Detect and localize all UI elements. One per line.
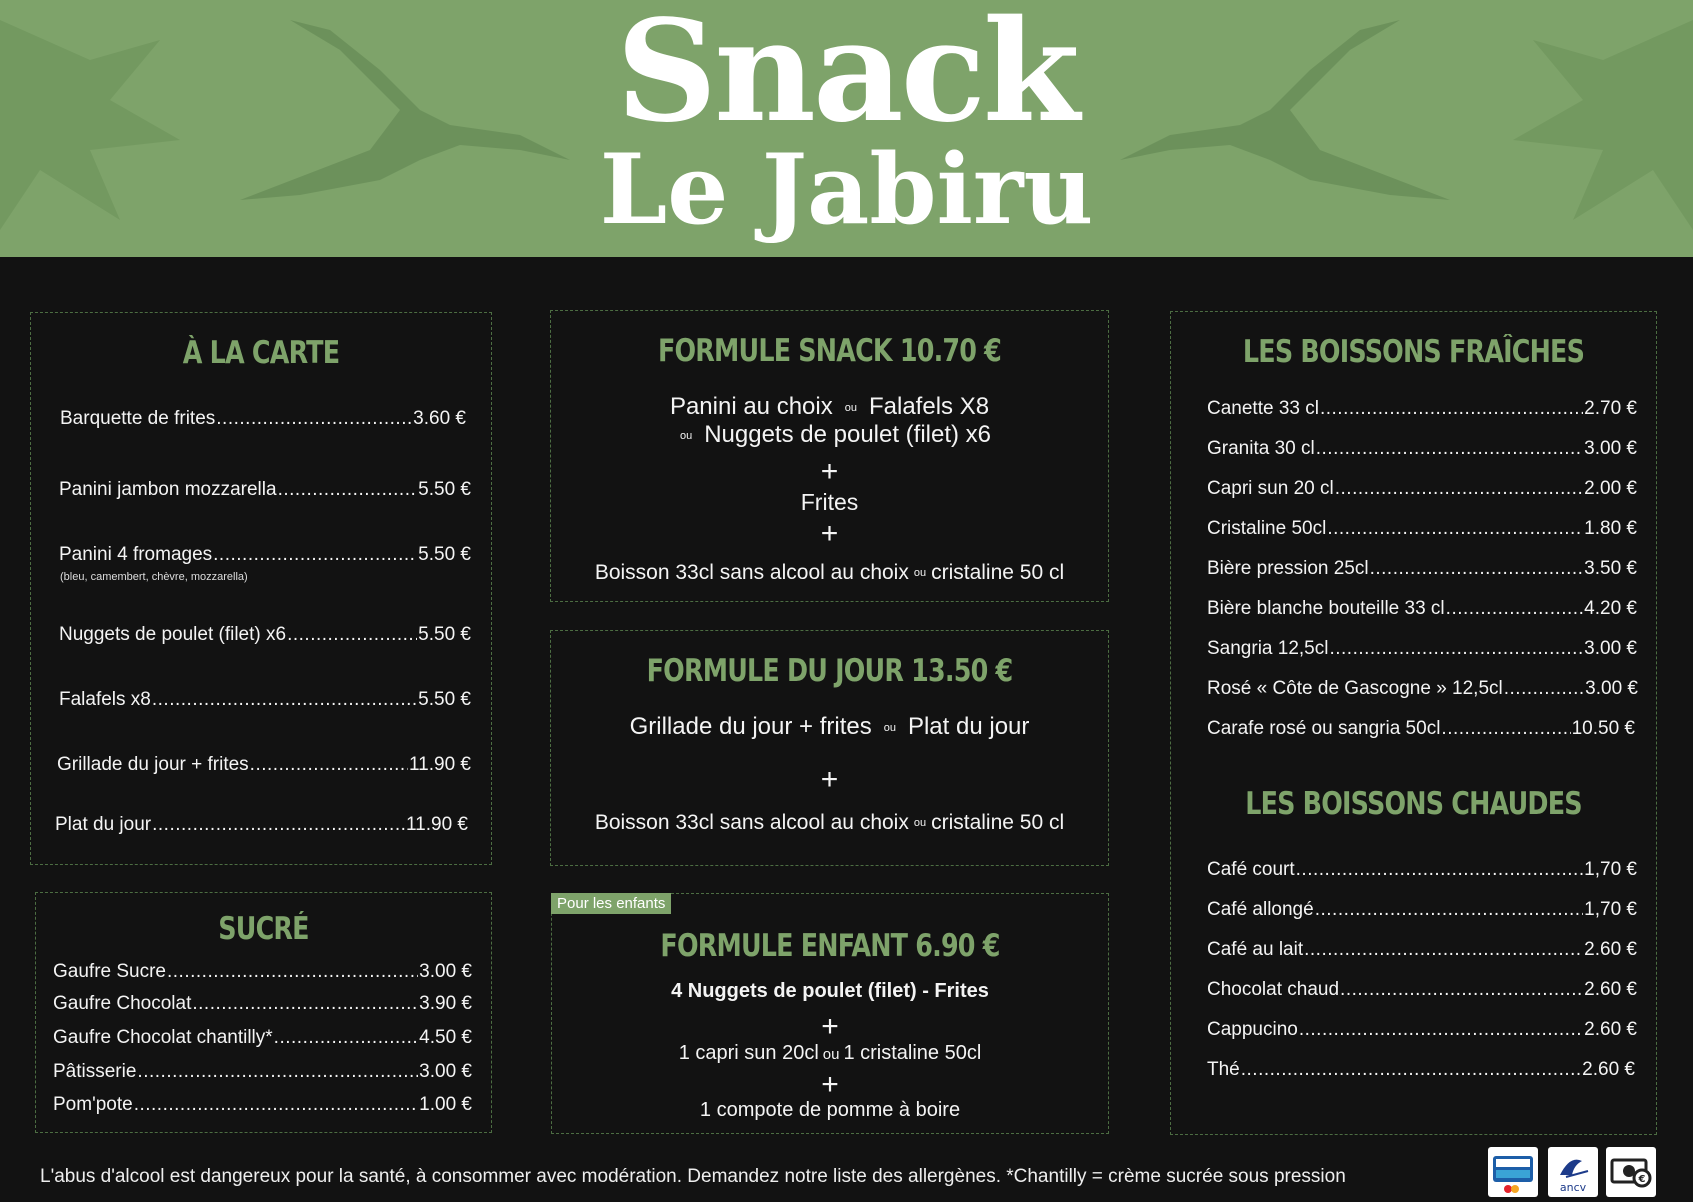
sucre-title: SUCRÉ	[218, 911, 309, 947]
svg-text:€: €	[1638, 1174, 1646, 1185]
formule-enfant-line2: 1 capri sun 20cl ou 1 cristaline 50cl	[678, 1042, 982, 1064]
menu-item: Pom'pote ..... 1.00 €	[53, 1094, 472, 1116]
formule-snack-line4: Boisson 33cl sans alcool au choix ou cristaline 50 cl	[594, 561, 1065, 584]
menu-item: Barquette de frites ..... 3.60 €	[60, 408, 466, 430]
drink-item: Bière blanche bouteille 33 cl ..... 4.20 €	[1207, 598, 1637, 620]
plus-sign: +	[821, 1068, 839, 1101]
drink-item: Café court ..... 1,70 €	[1207, 859, 1637, 881]
drink-item: Canette 33 cl ..... 2.70 €	[1207, 398, 1637, 420]
formule-snack-line2: ou Nuggets de poulet (filet) x6	[679, 421, 992, 448]
plus-sign: +	[821, 1010, 839, 1043]
menu-item: Grillade du jour + frites ..... 11.90 €	[57, 754, 471, 776]
formule-enfant-panel	[551, 893, 1109, 1134]
cash-payment-logo-icon	[1606, 1147, 1656, 1197]
carte-bancaire-logo-icon	[1488, 1147, 1538, 1197]
menu-item: Panini 4 fromages ..... 5.50 €	[59, 544, 471, 566]
drink-item: Sangria 12,5cl ..... 3.00 €	[1207, 638, 1637, 660]
formule-snack-panel	[550, 310, 1109, 602]
boissons-chaudes-title: LES BOISSONS CHAUDES	[1245, 786, 1582, 822]
formule-snack-line3: Frites	[800, 489, 859, 515]
menu-item: Panini jambon mozzarella ..... 5.50 €	[59, 479, 471, 501]
sucre-panel	[35, 892, 492, 1133]
footer-disclaimer: L'abus d'alcool est dangereux pour la santé, à consommer avec modération. Demandez notre liste des allergènes. *Chantilly = crème sucrée sous pression	[40, 1166, 1346, 1187]
boissons-fraiches-title: LES BOISSONS FRAÎCHES	[1242, 334, 1585, 370]
drink-item: Bière pression 25cl ..... 3.50 €	[1207, 558, 1637, 580]
plus-sign: +	[820, 517, 839, 550]
formule-jour-line2: Boisson 33cl sans alcool au choix ou cristaline 50 cl	[594, 811, 1065, 834]
ancv-logo	[1548, 1147, 1598, 1197]
title-snack: Snack	[616, 0, 1077, 154]
a-la-carte-panel	[30, 312, 492, 865]
drink-item: Café au lait ..... 2.60 €	[1207, 939, 1637, 961]
formule-jour-title: FORMULE DU JOUR 13.50 €	[646, 653, 1013, 689]
formule-snack-line1: Panini au choix ou Falafels X8	[669, 393, 990, 420]
boissons-panel	[1170, 311, 1657, 1135]
menu-item: Gaufre Sucre ..... 3.00 €	[53, 961, 472, 983]
plus-sign: +	[820, 763, 839, 796]
menu-item: Falafels x8 ..... 5.50 €	[59, 689, 471, 711]
menu-item: Gaufre Chocolat chantilly* ..... 4.50 €	[53, 1027, 472, 1049]
menu-item: Pâtisserie ..... 3.00 €	[53, 1061, 472, 1083]
drink-item: Carafe rosé ou sangria 50cl ..... 10.50 €	[1207, 718, 1635, 740]
formule-enfant-line3: 1 compote de pomme à boire	[699, 1099, 961, 1121]
formule-snack-title: FORMULE SNACK 10.70 €	[657, 333, 1002, 369]
svg-text:ancv: ancv	[1559, 1181, 1587, 1194]
drink-item: Cappucino ..... 2.60 €	[1207, 1019, 1637, 1041]
drink-item: Rosé « Côte de Gascogne » 12,5cl ..... 3.00 €	[1207, 678, 1638, 700]
pour-les-enfants-tag: Pour les enfants	[551, 893, 671, 914]
formule-enfant-line1: 4 Nuggets de poulet (filet) - Frites	[671, 980, 989, 1002]
drink-item: Capri sun 20 cl ..... 2.00 €	[1207, 478, 1637, 500]
a-la-carte-title: À LA CARTE	[182, 335, 340, 371]
menu-item: Gaufre Chocolat ..... 3.90 €	[53, 993, 472, 1015]
header-banner	[0, 0, 1693, 257]
menu-item: Plat du jour ..... 11.90 €	[55, 814, 468, 836]
menu-item: Nuggets de poulet (filet) x6 ..... 5.50 €	[59, 624, 471, 646]
plus-sign: +	[820, 455, 839, 488]
formule-enfant-title: FORMULE ENFANT 6.90 €	[660, 928, 1000, 964]
drink-item: Cristaline 50cl ..... 1.80 €	[1207, 518, 1637, 540]
title-le-jabiru: Le Jabiru	[599, 133, 1094, 246]
menu-item-note: (bleu, camembert, chèvre, mozzarella)	[60, 571, 248, 583]
formule-jour-panel	[550, 630, 1109, 866]
drink-item: Granita 30 cl ..... 3.00 €	[1207, 438, 1637, 460]
drink-item: Chocolat chaud ..... 2.60 €	[1207, 979, 1637, 1001]
drink-item: Thé ..... 2.60 €	[1207, 1059, 1635, 1081]
drink-item: Café allongé ..... 1,70 €	[1207, 899, 1637, 921]
formule-jour-line1: Grillade du jour + frites ou Plat du jour	[629, 713, 1030, 740]
